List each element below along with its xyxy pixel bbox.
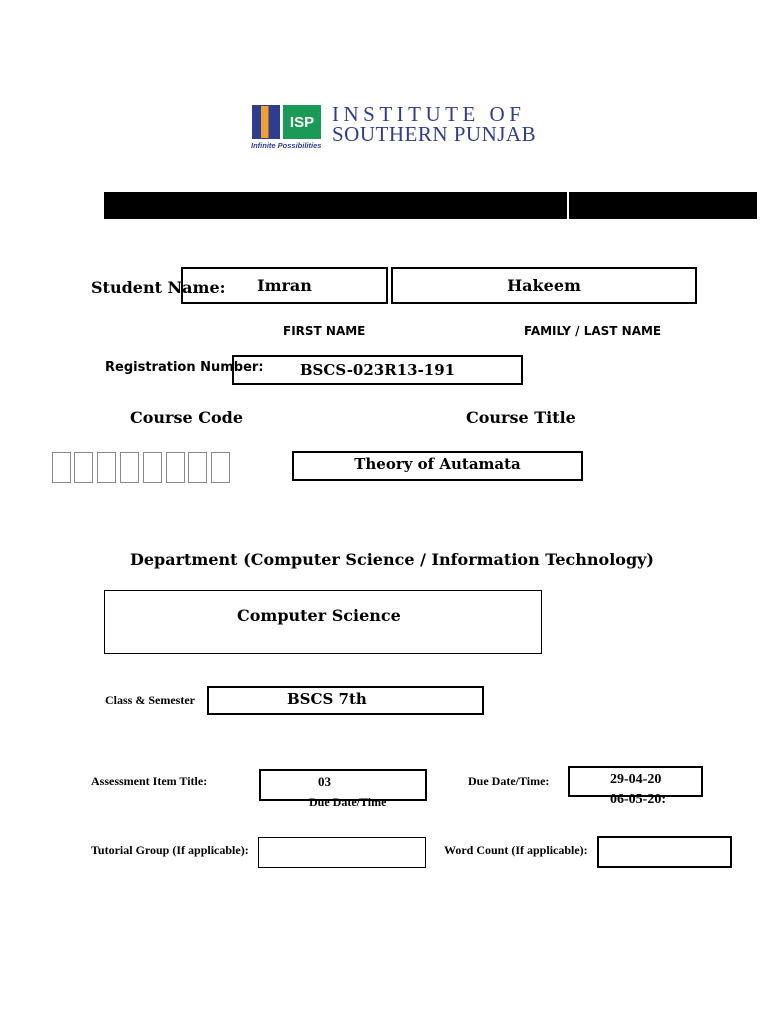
- course-code-cell[interactable]: [74, 452, 93, 483]
- due-date-value-2: 06-05-20:: [610, 792, 666, 807]
- header-bar-right: [569, 192, 757, 219]
- department-value: Computer Science: [237, 606, 401, 625]
- class-semester-field[interactable]: [207, 686, 484, 715]
- course-code-label: Course Code: [130, 408, 243, 427]
- assessment-overlap-caption: Due Date/Time: [309, 795, 387, 809]
- student-name-label: Student Name:: [91, 278, 226, 297]
- course-title-field[interactable]: [292, 451, 583, 481]
- course-title-label: Course Title: [466, 408, 576, 427]
- assessment-title-label: Assessment Item Title:: [91, 774, 208, 788]
- first-name-field[interactable]: [181, 267, 388, 304]
- last-name-caption: FAMILY / LAST NAME: [524, 324, 662, 338]
- assessment-title-value: 03: [318, 774, 331, 789]
- logo-title-line2: SOUTHERN PUNJAB: [332, 122, 537, 146]
- registration-value: BSCS-023R13-191: [299, 361, 456, 379]
- first-name-value: Imran: [257, 276, 312, 295]
- logo-badge: ISP: [283, 105, 321, 139]
- course-code-cell[interactable]: [166, 452, 185, 483]
- course-title-value: Theory of Autamata: [354, 455, 521, 473]
- due-date-label: Due Date/Time:: [468, 774, 550, 788]
- tutorial-group-label: Tutorial Group (If applicable):: [91, 843, 249, 857]
- last-name-field[interactable]: [391, 267, 697, 304]
- class-semester-label: Class & Semester: [105, 693, 195, 707]
- course-code-cell[interactable]: [211, 452, 230, 483]
- last-name-value: Hakeem: [507, 276, 581, 295]
- first-name-caption: FIRST NAME: [283, 324, 366, 338]
- registration-label: Registration Number:: [105, 360, 264, 375]
- registration-field[interactable]: [232, 355, 523, 385]
- class-semester-value: BSCS 7th: [287, 690, 367, 708]
- due-date-value: 29-04-20: [610, 772, 662, 787]
- course-code-cell[interactable]: [188, 452, 207, 483]
- word-count-label: Word Count (If applicable):: [444, 843, 588, 857]
- department-label: Department (Computer Science / Information Technology): [130, 550, 654, 569]
- logo-tagline: Infinite Possibilities: [251, 141, 322, 150]
- header-bar-left: [104, 192, 567, 219]
- course-code-cell[interactable]: [120, 452, 139, 483]
- course-code-cell[interactable]: [52, 452, 71, 483]
- course-code-cell[interactable]: [97, 452, 116, 483]
- logo-title-line1: INSTITUTE OF: [332, 102, 526, 126]
- department-field[interactable]: [104, 590, 542, 654]
- course-code-cell[interactable]: [143, 452, 162, 483]
- shield-icon: [252, 105, 280, 139]
- word-count-field[interactable]: [597, 836, 732, 868]
- tutorial-group-field[interactable]: [258, 837, 426, 868]
